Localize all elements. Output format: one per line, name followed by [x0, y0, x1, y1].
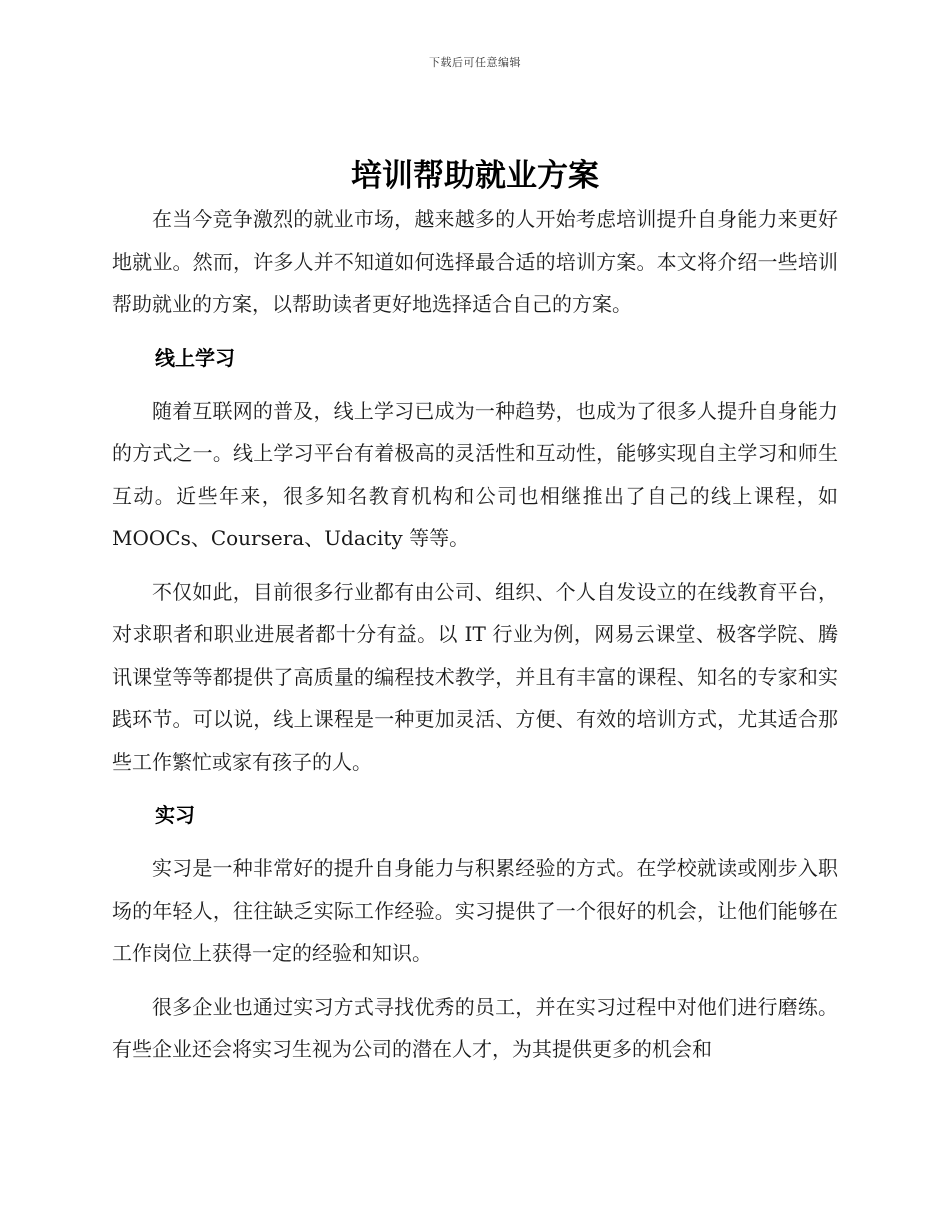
- document-body: [112, 198, 838, 1071]
- intro-paragraph: 在当今竞争激烈的就业市场，越来越多的人开始考虑培训提升自身能力来更好地就业。然而，许多人并不知道如何选择最合适的培训方案。本文将介绍一些培训帮助就业的方案，以帮助读者更好地选择适合自己的方案。: [112, 207, 838, 316]
- internship-paragraph-2: 很多企业也通过实习方式寻找优秀的员工，并在实习过程中对他们进行磨练。有些企业还会将实习生视为公司的潜在人才，为其提供更多的机会和: [112, 994, 838, 1061]
- online-learning-paragraph-2: 不仅如此，目前很多行业都有由公司、组织、个人自发设立的在线教育平台，对求职者和职业进展者都十分有益。以 IT 行业为例，网易云课堂、极客学院、腾讯课堂等等都提供了高质量的编程技术教学，并且有丰富的课程、知名的专家和实践环节。可以说，线上课程是一种更加灵活、方便、有效的培训方式，尤其适合那些工作繁忙或家有孩子的人。: [112, 579, 838, 774]
- header-note: 下载后可任意编辑: [429, 56, 521, 69]
- section-heading-online-learning: 线上学习: [155, 345, 235, 370]
- section-heading-internship: 实习: [155, 803, 195, 827]
- internship-paragraph-1: 实习是一种非常好的提升自身能力与积累经验的方式。在学校就读或刚步入职场的年轻人，往往缺乏实际工作经验。实习提供了一个很好的机会，让他们能够在工作岗位上获得一定的经验和知识。: [112, 856, 838, 965]
- document-title: 培训帮助就业方案: [351, 158, 599, 194]
- online-learning-paragraph-1: 随着互联网的普及，线上学习已成为一种趋势，也成为了很多人提升自身能力的方式之一。线上学习平台有着极高的灵活性和互动性，能够实现自主学习和师生互动。近些年来，很多知名教育机构和公司也相继推出了自己的线上课程，如 MOOCs、Coursera、Udacity 等等。: [112, 398, 838, 550]
